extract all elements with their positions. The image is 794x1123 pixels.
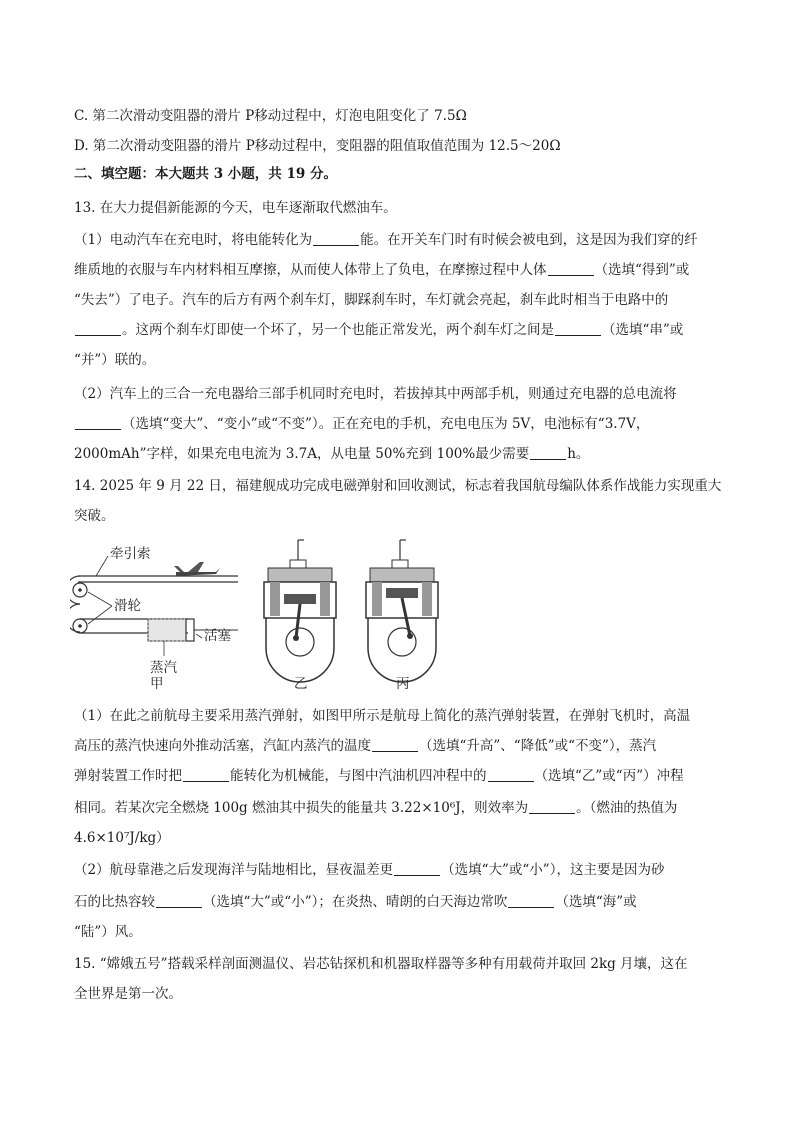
text: （1）电动汽车在充电时，将电能转化为 xyxy=(74,232,313,248)
answer-blank[interactable] xyxy=(488,767,534,782)
text: （选填“得到”或 xyxy=(594,262,690,278)
q13-1-line4 xyxy=(74,320,683,340)
text: （2）航母靠港之后发现海洋与陆地相比，昼夜温差更 xyxy=(74,862,394,878)
text: （选填“海”或 xyxy=(555,894,637,910)
label-rope: 牵引索 xyxy=(110,546,151,562)
answer-blank[interactable] xyxy=(394,861,440,876)
text: 石的比热容较 xyxy=(74,894,155,910)
label-piston: 活塞 xyxy=(204,628,231,644)
text: 弹射装置工作时把 xyxy=(74,768,182,784)
q14-1-line5: 4.6×10⁷J/kg） xyxy=(74,830,170,846)
q14-1-line2 xyxy=(74,736,656,756)
q14-2-line1 xyxy=(74,860,664,880)
label-jia: 甲 xyxy=(150,676,164,690)
option-c: C. 第二次滑动变阻器的滑片 P移动过程中，灯泡电阻变化了 7.5Ω xyxy=(74,108,467,124)
question-15-line1: 15. “嫦娥五号”搭载采样剖面测温仪、岩芯钻探机和机器取样器等多种有用载荷并取回 2kg 月壤，这在 xyxy=(74,956,688,972)
q14-2-line3: “陆”）风。 xyxy=(74,924,142,940)
answer-blank[interactable] xyxy=(548,261,594,276)
question-14-line1: 14. 2025 年 9 月 22 日，福建舰成功完成电磁弹射和回收测试，标志着我国航母编队体系作战能力实现重大 xyxy=(74,478,722,494)
answer-blank[interactable] xyxy=(156,893,202,908)
text: 高压的蒸汽快速向外推动活塞，汽缸内蒸汽的温度 xyxy=(74,738,371,754)
text: 能转化为机械能，与图中汽油机四冲程中的 xyxy=(230,768,487,784)
label-yi: 乙 xyxy=(294,676,308,690)
label-pulley: 滑轮 xyxy=(114,598,141,614)
option-d: D. 第二次滑动变阻器的滑片 P移动过程中，变阻器的阻值取值范围为 12.5～20Ω xyxy=(74,138,561,154)
text: h。 xyxy=(567,446,590,462)
steam-catapult-figure xyxy=(70,538,470,690)
answer-blank[interactable] xyxy=(75,321,121,336)
q13-2-line3 xyxy=(74,444,589,464)
question-14-line2: 突破。 xyxy=(74,508,115,524)
engine-yi xyxy=(264,540,336,690)
answer-blank[interactable] xyxy=(313,231,359,246)
answer-blank[interactable] xyxy=(183,767,229,782)
label-steam: 蒸汽 xyxy=(150,660,177,676)
text: （选填“大”或“小”）；在炎热、晴朗的白天海边常吹 xyxy=(203,894,508,910)
text: （选填“升高”、“降低”或“不变”），蒸汽 xyxy=(419,738,657,754)
text: （选填“大”或“小”），这主要是因为砂 xyxy=(441,862,665,878)
text: 。这两个刹车灯即使一个坏了，另一个也能正常发光，两个刹车灯之间是 xyxy=(122,322,554,338)
q13-2-line2 xyxy=(74,414,649,434)
q14-1-line3 xyxy=(74,766,684,786)
q14-2-line2 xyxy=(74,892,637,912)
answer-blank[interactable] xyxy=(529,799,575,814)
section-heading: 二、填空题：本大题共 3 小题，共 19 分。 xyxy=(74,166,337,182)
q13-2-line1: （2）汽车上的三合一充电器给三部手机同时充电时，若拔掉其中两部手机，则通过充电器的总电流将 xyxy=(74,386,677,402)
engine-bing xyxy=(366,540,438,690)
text: 2000mAh”字样，如果充电电流为 3.7A，从电量 50%充到 100%最少需要 xyxy=(74,446,530,462)
text: 维质地的衣服与车内材料相互摩擦，从而使人体带上了负电，在摩擦过程中人体 xyxy=(74,262,547,278)
text: （选填“串”或 xyxy=(602,322,684,338)
answer-blank[interactable] xyxy=(555,321,601,336)
q13-1-line2 xyxy=(74,260,689,280)
figure-svg xyxy=(70,538,470,690)
text: 能。在开关车门时有时候会被电到，这是因为我们穿的纤 xyxy=(360,232,698,248)
q13-1-line5: “并”）联的。 xyxy=(74,352,156,368)
answer-blank[interactable] xyxy=(530,445,566,460)
label-bing: 丙 xyxy=(396,676,410,690)
question-15-line2: 全世界是第一次。 xyxy=(74,986,182,1002)
answer-blank[interactable] xyxy=(75,415,121,430)
answer-blank[interactable] xyxy=(372,737,418,752)
q14-1-line4 xyxy=(74,798,677,818)
q13-1-line1 xyxy=(74,230,698,250)
text: 相同。若某次完全燃烧 100g 燃油其中损失的能量共 3.22×10⁶J，则效率为 xyxy=(74,800,529,816)
text: （选填“变大”、“变小”或“不变”）。正在充电的手机，充电电压为 5V，电池标有“3.7V， xyxy=(122,416,650,432)
text: （选填“乙”或“丙”）冲程 xyxy=(534,768,684,784)
q14-1-line1: （1）在此之前航母主要采用蒸汽弹射，如图甲所示是航母上简化的蒸汽弹射装置，在弹射飞机时，高温 xyxy=(74,708,691,724)
answer-blank[interactable] xyxy=(508,893,554,908)
q13-1-line3: “失去”）了电子。汽车的后方有两个刹车灯，脚踩刹车时，车灯就会亮起，刹车此时相当于电路中的 xyxy=(74,292,669,308)
text: 。（燃油的热值为 xyxy=(576,800,678,816)
question-13: 13. 在大力提倡新能源的今天，电车逐渐取代燃油车。 xyxy=(74,200,397,216)
piston xyxy=(186,619,194,641)
steam-cylinder xyxy=(148,619,186,641)
